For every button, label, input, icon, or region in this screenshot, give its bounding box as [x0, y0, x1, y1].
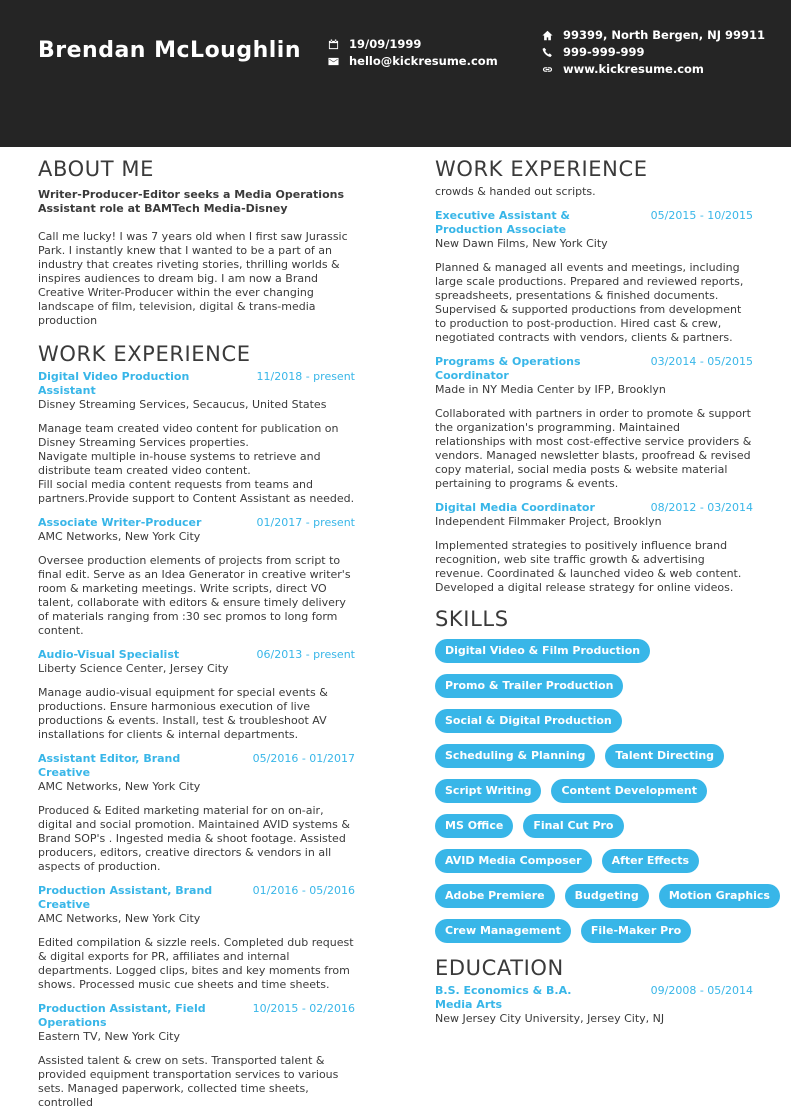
applicant-name: Brendan McLoughlin	[38, 38, 301, 63]
right-column	[435, 155, 770, 1026]
contact-address	[542, 27, 765, 44]
skills-title: SKILLS	[435, 607, 509, 631]
phone-text[interactable]: 999-999-999	[563, 45, 645, 59]
job-title: Programs & Operations Coordinator	[435, 355, 581, 382]
job-entry	[38, 884, 355, 992]
left-column	[38, 155, 355, 1119]
job-company: Eastern TV, New York City	[38, 1030, 180, 1043]
job-date: 05/2015 - 10/2015	[650, 209, 753, 222]
skill-row	[435, 674, 753, 698]
job-title: Audio-Visual Specialist	[38, 648, 180, 661]
work-experience-list-continued	[435, 209, 753, 595]
address-text: 99399, North Bergen, NJ 99911	[563, 28, 766, 42]
skill-tag: Script Writing	[435, 779, 541, 803]
job-description: Edited compilation & sizzle reels. Completed dub request & digital exports for PR, affiliates and internal departments. Logged clips, bites and key moments from shows. Processed music cue sheets and time sheets.	[38, 936, 354, 991]
job-date: 11/2018 - present	[256, 370, 355, 383]
skill-row	[435, 709, 753, 733]
job-description: Oversee production elements of projects from script to final edit. Serve as an Idea Generator in creative writer's room & marketing meetings. Write scripts, direct VO talent, collaborate with editors & ensure timely delivery of materials ranging from :30 sec promos to long form content.	[38, 554, 351, 637]
job-title: Production Assistant, Field Operations	[38, 1002, 206, 1029]
contact-email[interactable]	[328, 53, 498, 70]
contact-block-personal	[328, 36, 498, 70]
job-description: Collaborated with partners in order to promote & support the organization's programming. Maintained relationships with most cost-effective service providers & vendors. Managed newsletter blasts, proofread & revised copy material, social media posts & website material pertaining to programs & events.	[435, 407, 752, 490]
job-date: 05/2016 - 01/2017	[252, 752, 355, 765]
skill-row	[435, 919, 753, 943]
skill-tag: Content Development	[551, 779, 707, 803]
job-company: Independent Filmmaker Project, Brooklyn	[435, 515, 662, 528]
contact-block-location	[542, 27, 765, 78]
dob-text: 19/09/1999	[349, 37, 422, 51]
job-company: Liberty Science Center, Jersey City	[38, 662, 229, 675]
education-degree: B.S. Economics & B.A. Media Arts	[435, 984, 572, 1011]
skill-tag: AVID Media Composer	[435, 849, 592, 873]
job-company: Made in NY Media Center by IFP, Brooklyn	[435, 383, 666, 396]
job-company: AMC Networks, New York City	[38, 912, 201, 925]
job-entry	[435, 501, 753, 595]
skill-tag: Talent Directing	[605, 744, 724, 768]
job-date: 06/2013 - present	[256, 648, 355, 661]
skill-tag: Final Cut Pro	[523, 814, 623, 838]
skill-tag: Adobe Premiere	[435, 884, 555, 908]
job-company: AMC Networks, New York City	[38, 780, 201, 793]
job-description: Manage team created video content for publication on Disney Streaming Services properties. Navigate multiple in-house systems to retrieve and distribute team created video content. Fill social media content requests from teams and partners.Provide support to Content Assistant as needed.	[38, 422, 355, 505]
job-head	[38, 884, 355, 912]
job-date: 01/2016 - 05/2016	[252, 884, 355, 897]
resume-header	[0, 0, 791, 147]
about-body: Call me lucky! I was 7 years old when I first saw Jurassic Park. I instantly knew that I wanted to be a part of an industry that creates riveting stories, thrilling worlds & inspires audiences to dream big. I am now a Brand Creative Writer-Producer within the ever changing landscape of film, television, digital & trans-media production	[38, 230, 348, 327]
job-description: Implemented strategies to positively influence brand recognition, web site traffic growth & advertising revenue. Coordinated & launched video & web content. Developed a digital release strategy for online videos.	[435, 539, 742, 594]
job-company: Disney Streaming Services, Secaucus, United States	[38, 398, 327, 411]
skill-row	[435, 814, 753, 838]
contact-dob	[328, 36, 498, 53]
job-description: Assisted talent & crew on sets. Transported talent & provided equipment transportation services to various sets. Managed paperwork, collected time sheets, controlled	[38, 1054, 339, 1109]
job-title: Executive Assistant & Production Associate	[435, 209, 571, 236]
skill-tag: Motion Graphics	[659, 884, 780, 908]
job-head	[435, 501, 753, 515]
job-head	[38, 752, 355, 780]
job-company: AMC Networks, New York City	[38, 530, 201, 543]
about-headline: Writer-Producer-Editor seeks a Media Operations Assistant role at BAMTech Media-Disney	[38, 188, 345, 215]
job-title: Digital Media Coordinator	[435, 501, 595, 514]
skill-tag: Scheduling & Planning	[435, 744, 595, 768]
job-date: 10/2015 - 02/2016	[252, 1002, 355, 1015]
work-continuation-text: crowds & handed out scripts.	[435, 185, 596, 198]
skill-tag: After Effects	[602, 849, 699, 873]
job-date: 08/2012 - 03/2014	[650, 501, 753, 514]
skill-tag: Social & Digital Production	[435, 709, 622, 733]
skill-row	[435, 779, 753, 803]
work-experience-title: WORK EXPERIENCE	[38, 342, 251, 366]
skill-row	[435, 849, 753, 873]
education-entry	[435, 984, 753, 1026]
job-head	[435, 355, 753, 383]
skill-tag: Crew Management	[435, 919, 571, 943]
skill-row	[435, 639, 753, 663]
home-icon	[542, 30, 563, 41]
skill-tag: Budgeting	[565, 884, 649, 908]
link-icon	[542, 64, 563, 75]
skill-row	[435, 884, 770, 908]
skill-row	[435, 744, 753, 768]
job-description: Manage audio-visual equipment for special events & productions. Ensure harmonious execution of live productions & events. Install, test & troubleshoot AV installations for clients & internal departments.	[38, 686, 328, 741]
job-head	[38, 516, 355, 530]
skill-tag: MS Office	[435, 814, 513, 838]
website-text[interactable]: www.kickresume.com	[563, 62, 704, 76]
job-head	[38, 370, 355, 398]
job-entry	[38, 370, 355, 506]
job-entry	[435, 209, 753, 345]
education-date: 09/2008 - 05/2014	[650, 984, 753, 997]
job-entry	[38, 752, 355, 874]
education-title: EDUCATION	[435, 956, 564, 980]
contact-website[interactable]	[542, 61, 765, 78]
skills-list	[435, 639, 770, 943]
education-head	[435, 984, 753, 1012]
job-description: Produced & Edited marketing material for on on-air, digital and social promotion. Maintained AVID systems & Brand SOP's . Ingested media & shoot footage. Assisted producers, editors, creative directors & vendors in all aspects of production.	[38, 804, 350, 873]
phone-icon	[542, 47, 563, 58]
job-head	[435, 209, 753, 237]
job-entry	[38, 516, 355, 638]
skill-tag: Promo & Trailer Production	[435, 674, 623, 698]
job-entry	[38, 1002, 355, 1110]
job-date: 01/2017 - present	[256, 516, 355, 529]
work-experience-list	[38, 370, 355, 1110]
work-experience-title-continued: WORK EXPERIENCE	[435, 157, 648, 181]
job-head	[38, 648, 355, 662]
about-title: ABOUT ME	[38, 157, 154, 181]
job-head	[38, 1002, 355, 1030]
job-title: Digital Video Production Assistant	[38, 370, 190, 397]
education-school: New Jersey City University, Jersey City, NJ	[435, 1012, 665, 1025]
job-entry	[38, 648, 355, 742]
email-text[interactable]: hello@kickresume.com	[349, 54, 498, 68]
calendar-icon	[328, 39, 349, 50]
job-title: Assistant Editor, Brand Creative	[38, 752, 181, 779]
job-company: New Dawn Films, New York City	[435, 237, 608, 250]
skill-tag: Digital Video & Film Production	[435, 639, 650, 663]
job-title: Associate Writer-Producer	[38, 516, 202, 529]
mail-icon	[328, 56, 349, 67]
job-date: 03/2014 - 05/2015	[650, 355, 753, 368]
skill-tag: File-Maker Pro	[581, 919, 691, 943]
job-title: Production Assistant, Brand Creative	[38, 884, 213, 911]
job-description: Planned & managed all events and meetings, including large scale productions. Prepared and reviewed reports, spreadsheets, presentations & finished documents. Supervised & supported productions from development to production to post-production. Hired cast & crew, negotiated contracts with vendors, clients & partners.	[435, 261, 744, 344]
contact-phone[interactable]	[542, 44, 765, 61]
job-entry	[435, 355, 753, 491]
